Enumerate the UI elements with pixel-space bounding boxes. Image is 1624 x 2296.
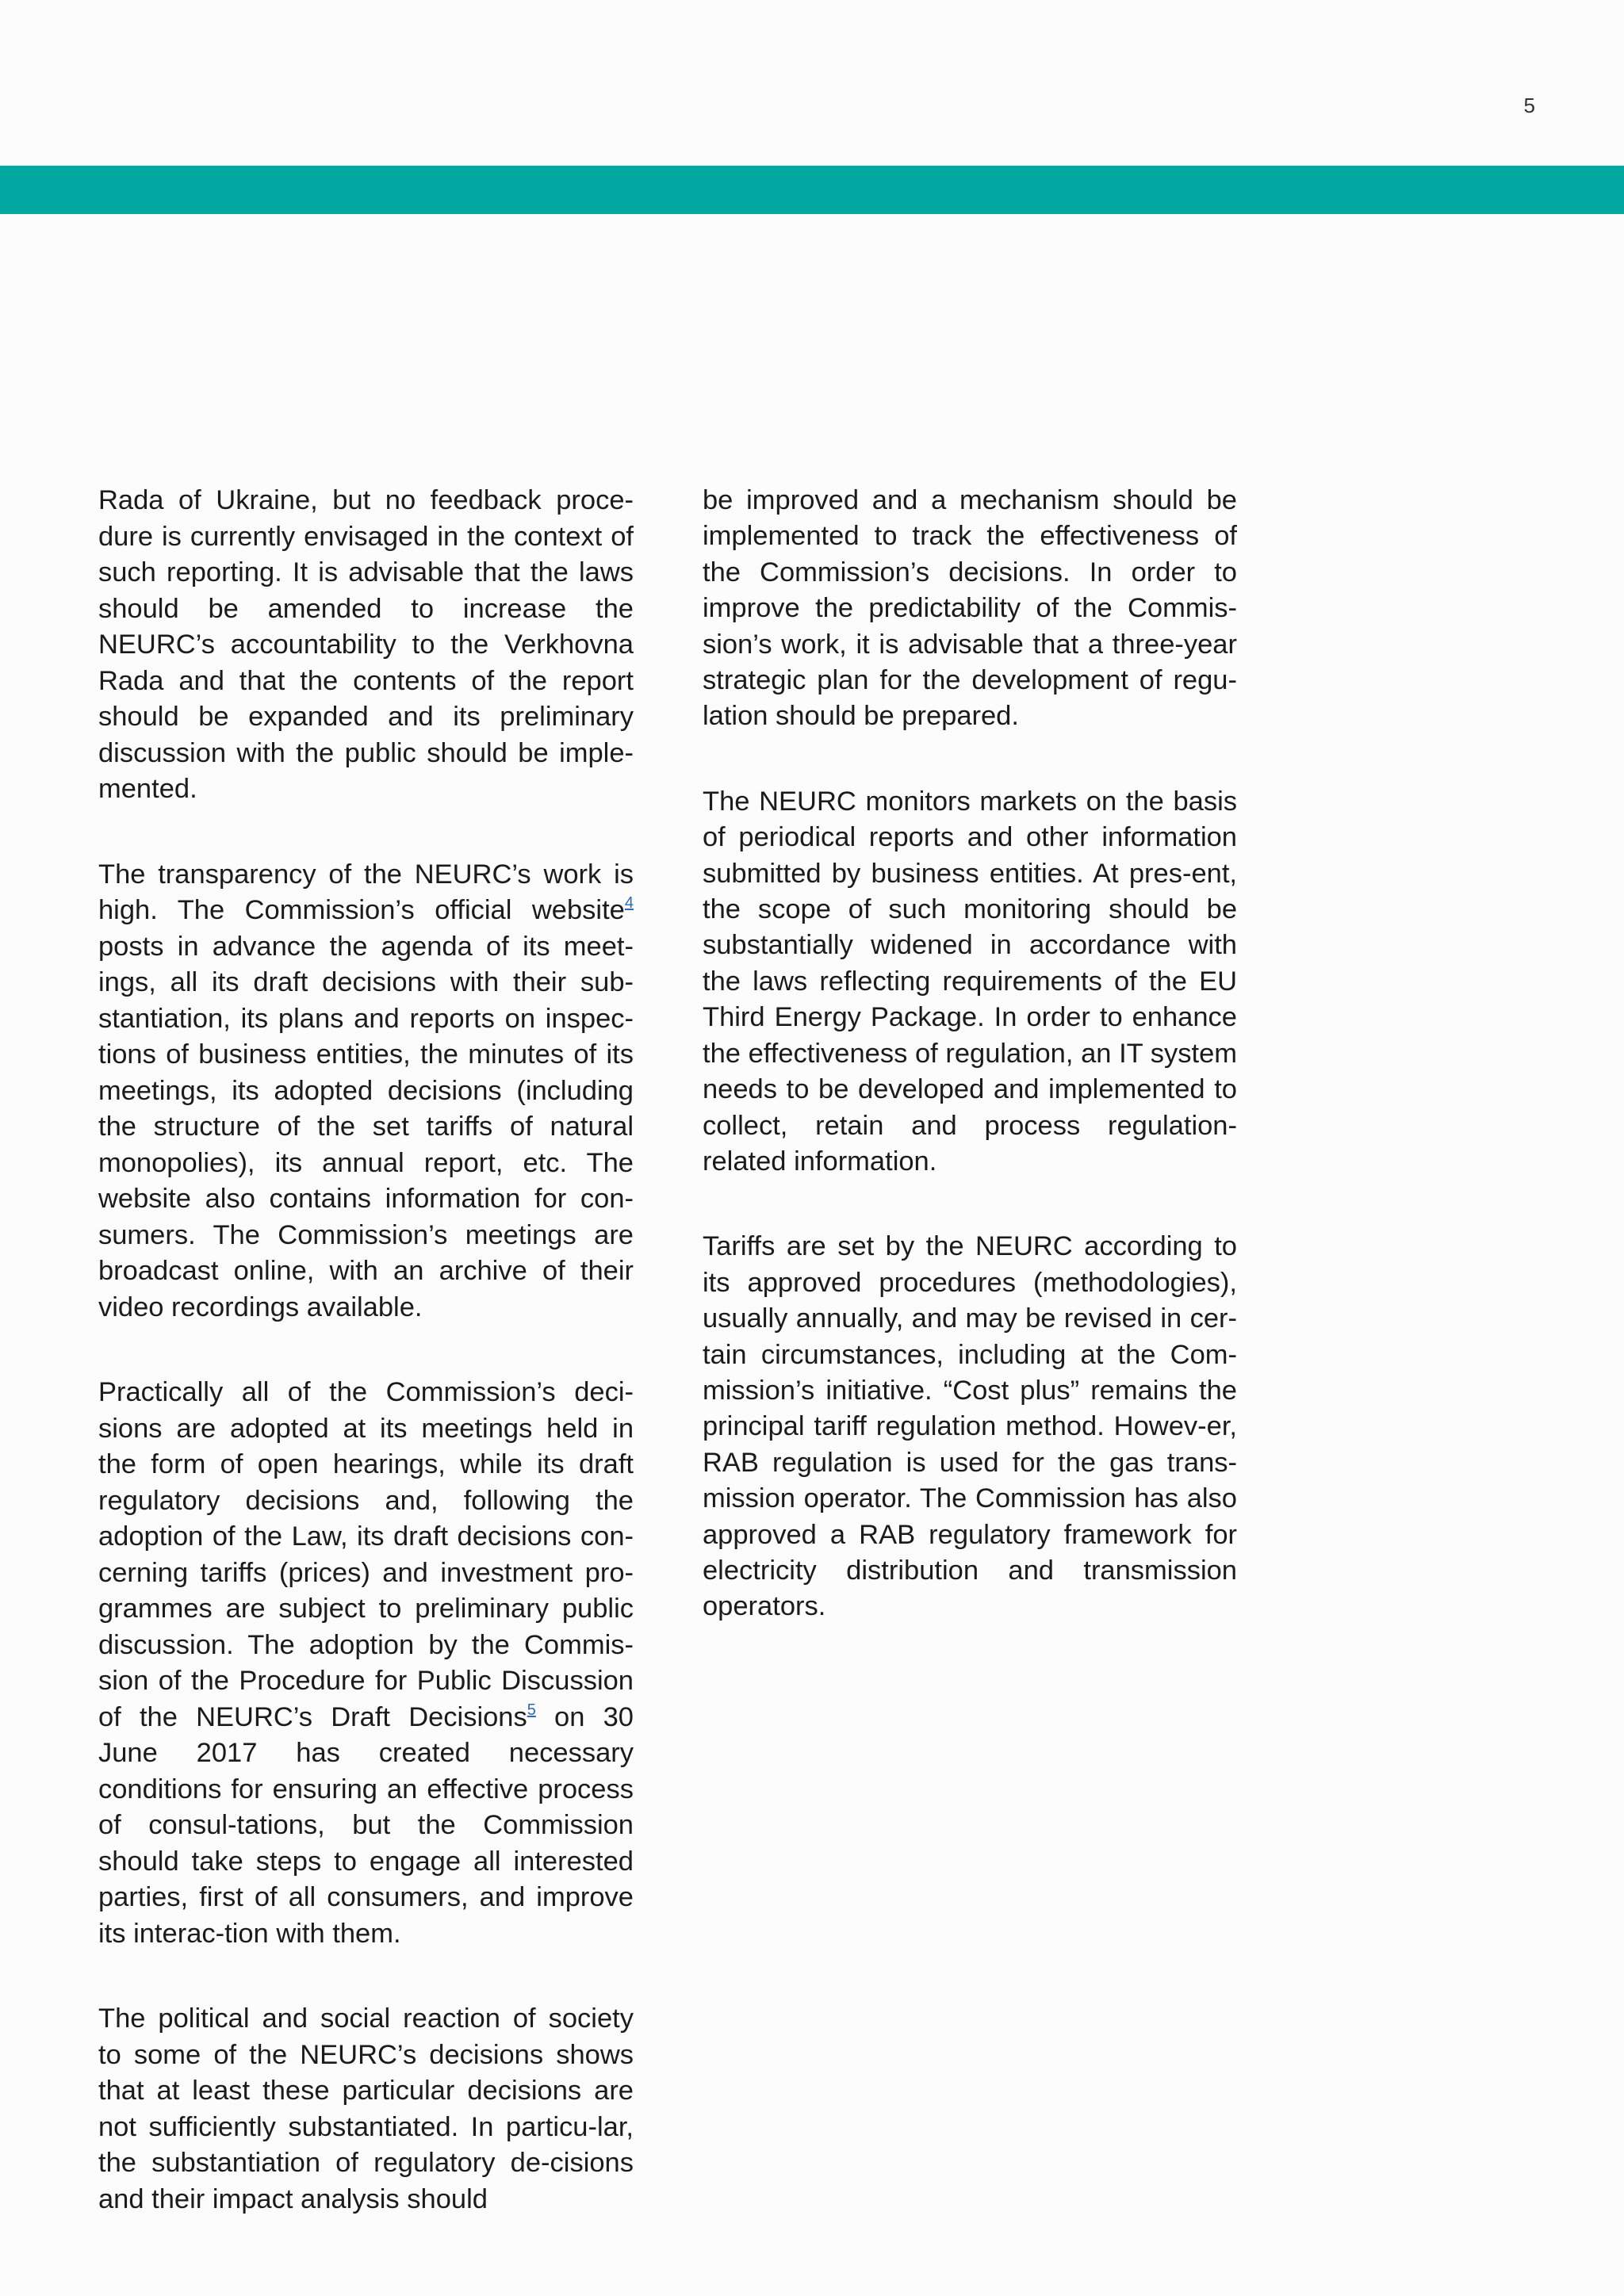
page-number: 5 — [1523, 94, 1535, 117]
paragraph-text: posts in advance the agenda of its meet-ings, all its draft decisions with their sub-stantiation, its plans and reports on inspec-tions of business entities, the minutes of its meetings, its adopted decisions (including the structure of the set tariffs of natural monopolies), its annual report, etc. The website also contains information for con-sumers. The Commission’s meetings are broadcast online, with an archive of their video recordings available. — [98, 931, 634, 1322]
paragraph-tariffs: Tariffs are set by the NEURC according to its approved procedures (methodologies), usually annually, and may be revised in cer-tain circumstances, including at the Com-mission’s initiative. “Cost plus” remains the principal tariff regulation method. Howev-er, RAB regulation is used for the gas trans-mission operator. The Commission has also approved a RAB regulatory framework for electricity distribution and transmission operators. — [703, 1231, 1237, 1622]
paragraph-transparency — [98, 857, 634, 1326]
header-accent-band — [0, 166, 1624, 214]
paragraph-market-monitoring: The NEURC monitors markets on the basis of periodical reports and other information submitted by business entities. At pres-ent, the scope of such monitoring should be substantially widened in accordance with the laws reflecting requirements of the EU Third Energy Package. In order to enhance the effectiveness of regulation, an IT system needs to be developed and implemented to collect, retain and process regulation-related information. — [703, 786, 1237, 1177]
paragraph-text: on 30 June 2017 has created necessary conditions for ensuring an effective process of consul-tations, but the Commission should take steps to engage all interested parties, first of all consumers, and improve its interac-tion with them. — [98, 1701, 634, 1949]
right-column — [703, 483, 1237, 1674]
paragraph-text: Practically all of the Commission’s deci-sions are adopted at its meetings held in the form of open hearings, while its draft regulatory decisions and, following the adoption of the Law, its draft decisions con-cerning tariffs (prices) and investment pro-grammes are subject to preliminary public discussion. The adoption by the Commis-sion of the Procedure for Public Discussion of the NEURC’s Draft Decisions — [98, 1377, 634, 1732]
paragraph-public-discussion — [98, 1375, 634, 1952]
paragraph-effectiveness: be improved and a mechanism should be implemented to track the effectiveness of the Commission’s decisions. In order to improve the predictability of the Commis-sion’s work, it is advisable that a three-year strategic plan for the development of regu-lation should be prepared. — [703, 485, 1237, 732]
paragraph-text: The transparency of the NEURC’s work is high. The Commission’s official website — [98, 859, 634, 925]
footnote-ref-5[interactable]: 5 — [527, 1701, 536, 1719]
left-column — [98, 483, 634, 2267]
paragraph-social-reaction: The political and social reaction of society to some of the NEURC’s decisions shows that at least these particular decisions are not sufficiently substantiated. In particu-lar, the substantiation of regulatory de-cisions and their impact analysis should — [98, 2003, 634, 2214]
footnote-ref-4[interactable]: 4 — [624, 894, 634, 912]
paragraph-reporting: Rada of Ukraine, but no feedback proce-dure is currently envisaged in the context of such reporting. It is advisable that the laws should be amended to increase the NEURC’s accountability to the Verkhovna Rada and that the contents of the report should be expanded and its preliminary discussion with the public should be imple-mented. — [98, 485, 634, 804]
